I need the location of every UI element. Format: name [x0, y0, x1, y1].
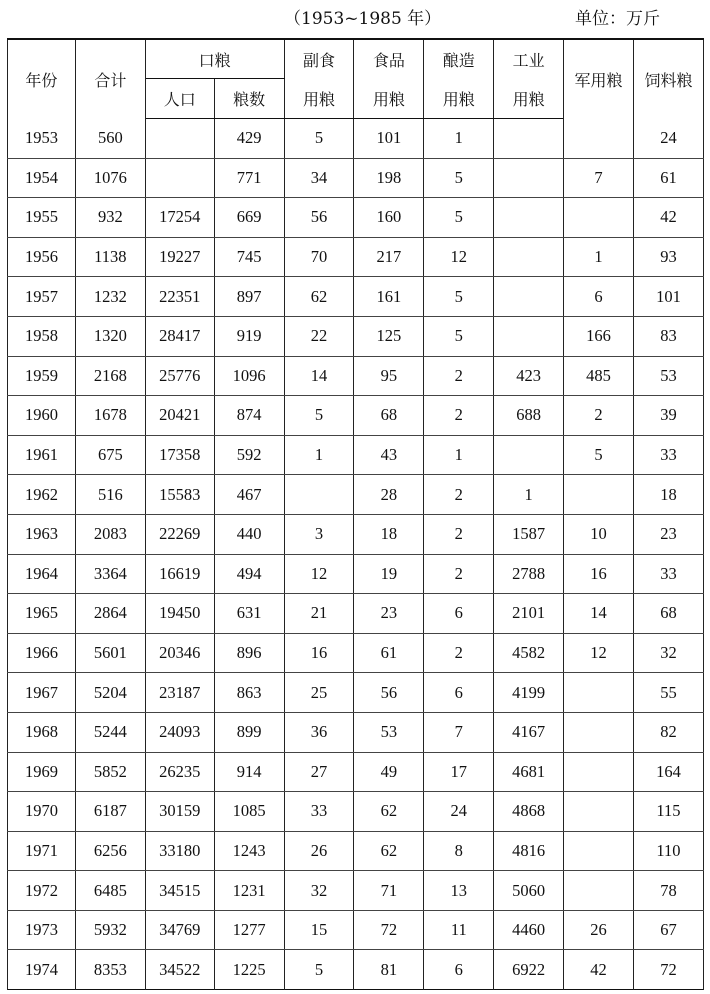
cell-ration-grain: 1243 [214, 831, 284, 871]
cell-industry [494, 316, 564, 356]
cell-industry: 688 [494, 396, 564, 436]
cell-military: 26 [564, 910, 634, 950]
cell-feed: 53 [634, 356, 704, 396]
cell-brew: 6 [424, 594, 494, 634]
cell-total: 5244 [75, 712, 145, 752]
cell-feed: 55 [634, 673, 704, 713]
cell-military: 166 [564, 316, 634, 356]
cell-military: 14 [564, 594, 634, 634]
cell-brew: 1 [424, 435, 494, 475]
unit-label: 单位：万斤 [575, 9, 660, 29]
cell-industry [494, 198, 564, 238]
cell-food: 72 [354, 910, 424, 950]
cell-brew: 2 [424, 633, 494, 673]
cell-year: 1973 [8, 910, 76, 950]
cell-side: 5 [284, 950, 354, 990]
cell-military [564, 119, 634, 159]
cell-feed: 110 [634, 831, 704, 871]
cell-food: 43 [354, 435, 424, 475]
cell-total: 932 [75, 198, 145, 238]
cell-ration-grain: 429 [214, 119, 284, 159]
table-caption [0, 2, 710, 28]
cell-industry: 5060 [494, 871, 564, 911]
cell-ration-grain: 592 [214, 435, 284, 475]
table-row [8, 871, 704, 911]
cell-military: 2 [564, 396, 634, 436]
cell-ration-pop: 20421 [145, 396, 214, 436]
cell-ration-grain: 745 [214, 237, 284, 277]
cell-ration-pop: 17358 [145, 435, 214, 475]
cell-feed: 39 [634, 396, 704, 436]
header-brew-bottom: 用粮 [424, 79, 494, 119]
table-row [8, 277, 704, 317]
cell-brew: 2 [424, 475, 494, 515]
cell-food: 53 [354, 712, 424, 752]
cell-industry: 4167 [494, 712, 564, 752]
cell-side: 56 [284, 198, 354, 238]
cell-brew: 24 [424, 792, 494, 832]
table-row [8, 950, 704, 990]
cell-feed: 32 [634, 633, 704, 673]
cell-ration-pop: 28417 [145, 316, 214, 356]
cell-ration-pop: 34515 [145, 871, 214, 911]
cell-year: 1963 [8, 514, 76, 554]
cell-industry: 4199 [494, 673, 564, 713]
cell-brew: 8 [424, 831, 494, 871]
cell-industry [494, 277, 564, 317]
cell-brew: 6 [424, 950, 494, 990]
cell-food: 198 [354, 158, 424, 198]
cell-ration-pop: 30159 [145, 792, 214, 832]
cell-industry: 2788 [494, 554, 564, 594]
cell-ration-grain: 1096 [214, 356, 284, 396]
cell-food: 28 [354, 475, 424, 515]
cell-brew: 2 [424, 396, 494, 436]
cell-feed: 24 [634, 119, 704, 159]
cell-industry: 4460 [494, 910, 564, 950]
cell-ration-pop: 16619 [145, 554, 214, 594]
cell-brew: 5 [424, 198, 494, 238]
cell-feed: 23 [634, 514, 704, 554]
cell-ration-grain: 494 [214, 554, 284, 594]
cell-side: 15 [284, 910, 354, 950]
cell-ration-grain: 874 [214, 396, 284, 436]
cell-year: 1962 [8, 475, 76, 515]
cell-ration-grain: 919 [214, 316, 284, 356]
cell-total: 675 [75, 435, 145, 475]
table-row [8, 673, 704, 713]
cell-ration-pop: 17254 [145, 198, 214, 238]
cell-brew: 11 [424, 910, 494, 950]
cell-brew: 7 [424, 712, 494, 752]
cell-military: 1 [564, 237, 634, 277]
table-row [8, 594, 704, 634]
cell-year: 1960 [8, 396, 76, 436]
cell-military [564, 475, 634, 515]
header-ration-pop: 人口 [145, 79, 214, 119]
header-ration-grain: 粮数 [214, 79, 284, 119]
cell-year: 1953 [8, 119, 76, 159]
cell-total: 5932 [75, 910, 145, 950]
cell-military [564, 673, 634, 713]
cell-industry: 6922 [494, 950, 564, 990]
cell-military [564, 752, 634, 792]
cell-food: 71 [354, 871, 424, 911]
cell-total: 560 [75, 119, 145, 159]
header-ration: 口粮 [145, 39, 284, 79]
cell-total: 6256 [75, 831, 145, 871]
cell-side: 25 [284, 673, 354, 713]
cell-feed: 33 [634, 435, 704, 475]
cell-food: 62 [354, 792, 424, 832]
table-row [8, 158, 704, 198]
cell-brew: 5 [424, 316, 494, 356]
cell-ration-pop: 19450 [145, 594, 214, 634]
cell-military: 485 [564, 356, 634, 396]
cell-brew: 13 [424, 871, 494, 911]
cell-food: 18 [354, 514, 424, 554]
cell-ration-grain: 467 [214, 475, 284, 515]
cell-ration-grain: 914 [214, 752, 284, 792]
table-row [8, 910, 704, 950]
year-range: （1953~1985 年） [284, 9, 442, 29]
table-row [8, 198, 704, 238]
cell-food: 61 [354, 633, 424, 673]
header-ind-top: 工业 [494, 39, 564, 79]
table-row [8, 396, 704, 436]
grain-usage-table [7, 38, 704, 990]
cell-side: 33 [284, 792, 354, 832]
cell-feed: 68 [634, 594, 704, 634]
cell-brew: 5 [424, 277, 494, 317]
header-side-bottom: 用粮 [284, 79, 354, 119]
table-row [8, 554, 704, 594]
cell-food: 62 [354, 831, 424, 871]
cell-food: 217 [354, 237, 424, 277]
cell-industry: 2101 [494, 594, 564, 634]
cell-year: 1974 [8, 950, 76, 990]
cell-feed: 18 [634, 475, 704, 515]
cell-side: 26 [284, 831, 354, 871]
cell-side: 32 [284, 871, 354, 911]
header-side-top: 副食 [284, 39, 354, 79]
cell-food: 49 [354, 752, 424, 792]
cell-brew: 2 [424, 356, 494, 396]
cell-food: 68 [354, 396, 424, 436]
cell-total: 6187 [75, 792, 145, 832]
cell-industry [494, 435, 564, 475]
cell-ration-pop: 22269 [145, 514, 214, 554]
cell-military: 7 [564, 158, 634, 198]
cell-ration-pop: 20346 [145, 633, 214, 673]
header-ind-bottom: 用粮 [494, 79, 564, 119]
cell-feed: 115 [634, 792, 704, 832]
cell-total: 2864 [75, 594, 145, 634]
cell-ration-grain: 1225 [214, 950, 284, 990]
cell-side: 5 [284, 396, 354, 436]
cell-year: 1964 [8, 554, 76, 594]
cell-food: 161 [354, 277, 424, 317]
table-row [8, 435, 704, 475]
table-row [8, 237, 704, 277]
cell-industry: 4868 [494, 792, 564, 832]
cell-total: 6485 [75, 871, 145, 911]
cell-year: 1970 [8, 792, 76, 832]
cell-ration-pop [145, 119, 214, 159]
cell-ration-grain: 1231 [214, 871, 284, 911]
header-feed: 饲料粮 [634, 39, 704, 119]
cell-ration-grain: 899 [214, 712, 284, 752]
table-row [8, 752, 704, 792]
cell-brew: 2 [424, 514, 494, 554]
cell-feed: 33 [634, 554, 704, 594]
cell-brew: 12 [424, 237, 494, 277]
cell-side: 5 [284, 119, 354, 159]
cell-feed: 67 [634, 910, 704, 950]
cell-food: 95 [354, 356, 424, 396]
cell-feed: 61 [634, 158, 704, 198]
cell-ration-pop: 34522 [145, 950, 214, 990]
cell-feed: 82 [634, 712, 704, 752]
cell-brew: 2 [424, 554, 494, 594]
cell-military: 16 [564, 554, 634, 594]
cell-year: 1965 [8, 594, 76, 634]
cell-year: 1967 [8, 673, 76, 713]
cell-year: 1971 [8, 831, 76, 871]
cell-industry: 1587 [494, 514, 564, 554]
cell-feed: 42 [634, 198, 704, 238]
cell-military: 42 [564, 950, 634, 990]
cell-total: 5204 [75, 673, 145, 713]
cell-year: 1966 [8, 633, 76, 673]
cell-side: 70 [284, 237, 354, 277]
cell-year: 1954 [8, 158, 76, 198]
cell-ration-pop: 25776 [145, 356, 214, 396]
cell-total: 5601 [75, 633, 145, 673]
cell-brew: 6 [424, 673, 494, 713]
cell-food: 56 [354, 673, 424, 713]
cell-total: 1138 [75, 237, 145, 277]
cell-side: 14 [284, 356, 354, 396]
cell-year: 1957 [8, 277, 76, 317]
table-header [8, 39, 704, 119]
cell-ration-pop [145, 158, 214, 198]
cell-military: 12 [564, 633, 634, 673]
cell-ration-grain: 631 [214, 594, 284, 634]
table-row [8, 633, 704, 673]
header-year: 年份 [8, 39, 76, 119]
cell-ration-pop: 15583 [145, 475, 214, 515]
table-row [8, 119, 704, 159]
cell-total: 1232 [75, 277, 145, 317]
cell-industry [494, 158, 564, 198]
cell-total: 516 [75, 475, 145, 515]
cell-side [284, 475, 354, 515]
header-military: 军用粮 [564, 39, 634, 119]
cell-side: 16 [284, 633, 354, 673]
cell-military: 10 [564, 514, 634, 554]
cell-feed: 72 [634, 950, 704, 990]
cell-year: 1961 [8, 435, 76, 475]
cell-food: 160 [354, 198, 424, 238]
cell-industry: 4681 [494, 752, 564, 792]
header-food-top: 食品 [354, 39, 424, 79]
cell-total: 1678 [75, 396, 145, 436]
cell-total: 3364 [75, 554, 145, 594]
cell-ration-pop: 19227 [145, 237, 214, 277]
cell-feed: 164 [634, 752, 704, 792]
cell-side: 3 [284, 514, 354, 554]
cell-feed: 78 [634, 871, 704, 911]
cell-food: 19 [354, 554, 424, 594]
cell-ration-grain: 1085 [214, 792, 284, 832]
cell-total: 1076 [75, 158, 145, 198]
cell-ration-pop: 24093 [145, 712, 214, 752]
cell-year: 1972 [8, 871, 76, 911]
cell-military [564, 712, 634, 752]
cell-feed: 83 [634, 316, 704, 356]
cell-side: 1 [284, 435, 354, 475]
cell-military [564, 831, 634, 871]
cell-side: 36 [284, 712, 354, 752]
table-row [8, 514, 704, 554]
table-body [8, 119, 704, 990]
cell-ration-grain: 863 [214, 673, 284, 713]
cell-military: 6 [564, 277, 634, 317]
cell-year: 1955 [8, 198, 76, 238]
cell-total: 8353 [75, 950, 145, 990]
cell-military [564, 792, 634, 832]
cell-ration-grain: 771 [214, 158, 284, 198]
cell-food: 101 [354, 119, 424, 159]
cell-side: 12 [284, 554, 354, 594]
cell-ration-grain: 440 [214, 514, 284, 554]
cell-industry [494, 119, 564, 159]
cell-total: 5852 [75, 752, 145, 792]
cell-ration-pop: 26235 [145, 752, 214, 792]
cell-side: 34 [284, 158, 354, 198]
cell-military: 5 [564, 435, 634, 475]
cell-food: 81 [354, 950, 424, 990]
cell-year: 1969 [8, 752, 76, 792]
cell-feed: 101 [634, 277, 704, 317]
cell-year: 1956 [8, 237, 76, 277]
cell-industry: 4582 [494, 633, 564, 673]
cell-side: 22 [284, 316, 354, 356]
header-total: 合计 [75, 39, 145, 119]
cell-industry: 1 [494, 475, 564, 515]
cell-side: 27 [284, 752, 354, 792]
cell-ration-grain: 896 [214, 633, 284, 673]
header-food-bottom: 用粮 [354, 79, 424, 119]
cell-brew: 1 [424, 119, 494, 159]
cell-ration-grain: 897 [214, 277, 284, 317]
cell-military [564, 198, 634, 238]
cell-ration-grain: 669 [214, 198, 284, 238]
cell-ration-pop: 34769 [145, 910, 214, 950]
table-row [8, 316, 704, 356]
cell-ration-pop: 33180 [145, 831, 214, 871]
cell-feed: 93 [634, 237, 704, 277]
cell-brew: 17 [424, 752, 494, 792]
cell-total: 2168 [75, 356, 145, 396]
cell-ration-pop: 22351 [145, 277, 214, 317]
cell-side: 62 [284, 277, 354, 317]
cell-industry: 423 [494, 356, 564, 396]
cell-total: 1320 [75, 316, 145, 356]
cell-year: 1958 [8, 316, 76, 356]
cell-industry: 4816 [494, 831, 564, 871]
cell-year: 1968 [8, 712, 76, 752]
cell-side: 21 [284, 594, 354, 634]
cell-food: 23 [354, 594, 424, 634]
cell-military [564, 871, 634, 911]
cell-ration-pop: 23187 [145, 673, 214, 713]
table-row [8, 831, 704, 871]
cell-brew: 5 [424, 158, 494, 198]
cell-total: 2083 [75, 514, 145, 554]
table-row [8, 792, 704, 832]
table-row [8, 475, 704, 515]
table-row [8, 356, 704, 396]
cell-food: 125 [354, 316, 424, 356]
header-brew-top: 酿造 [424, 39, 494, 79]
cell-industry [494, 237, 564, 277]
table-row [8, 712, 704, 752]
cell-year: 1959 [8, 356, 76, 396]
cell-ration-grain: 1277 [214, 910, 284, 950]
